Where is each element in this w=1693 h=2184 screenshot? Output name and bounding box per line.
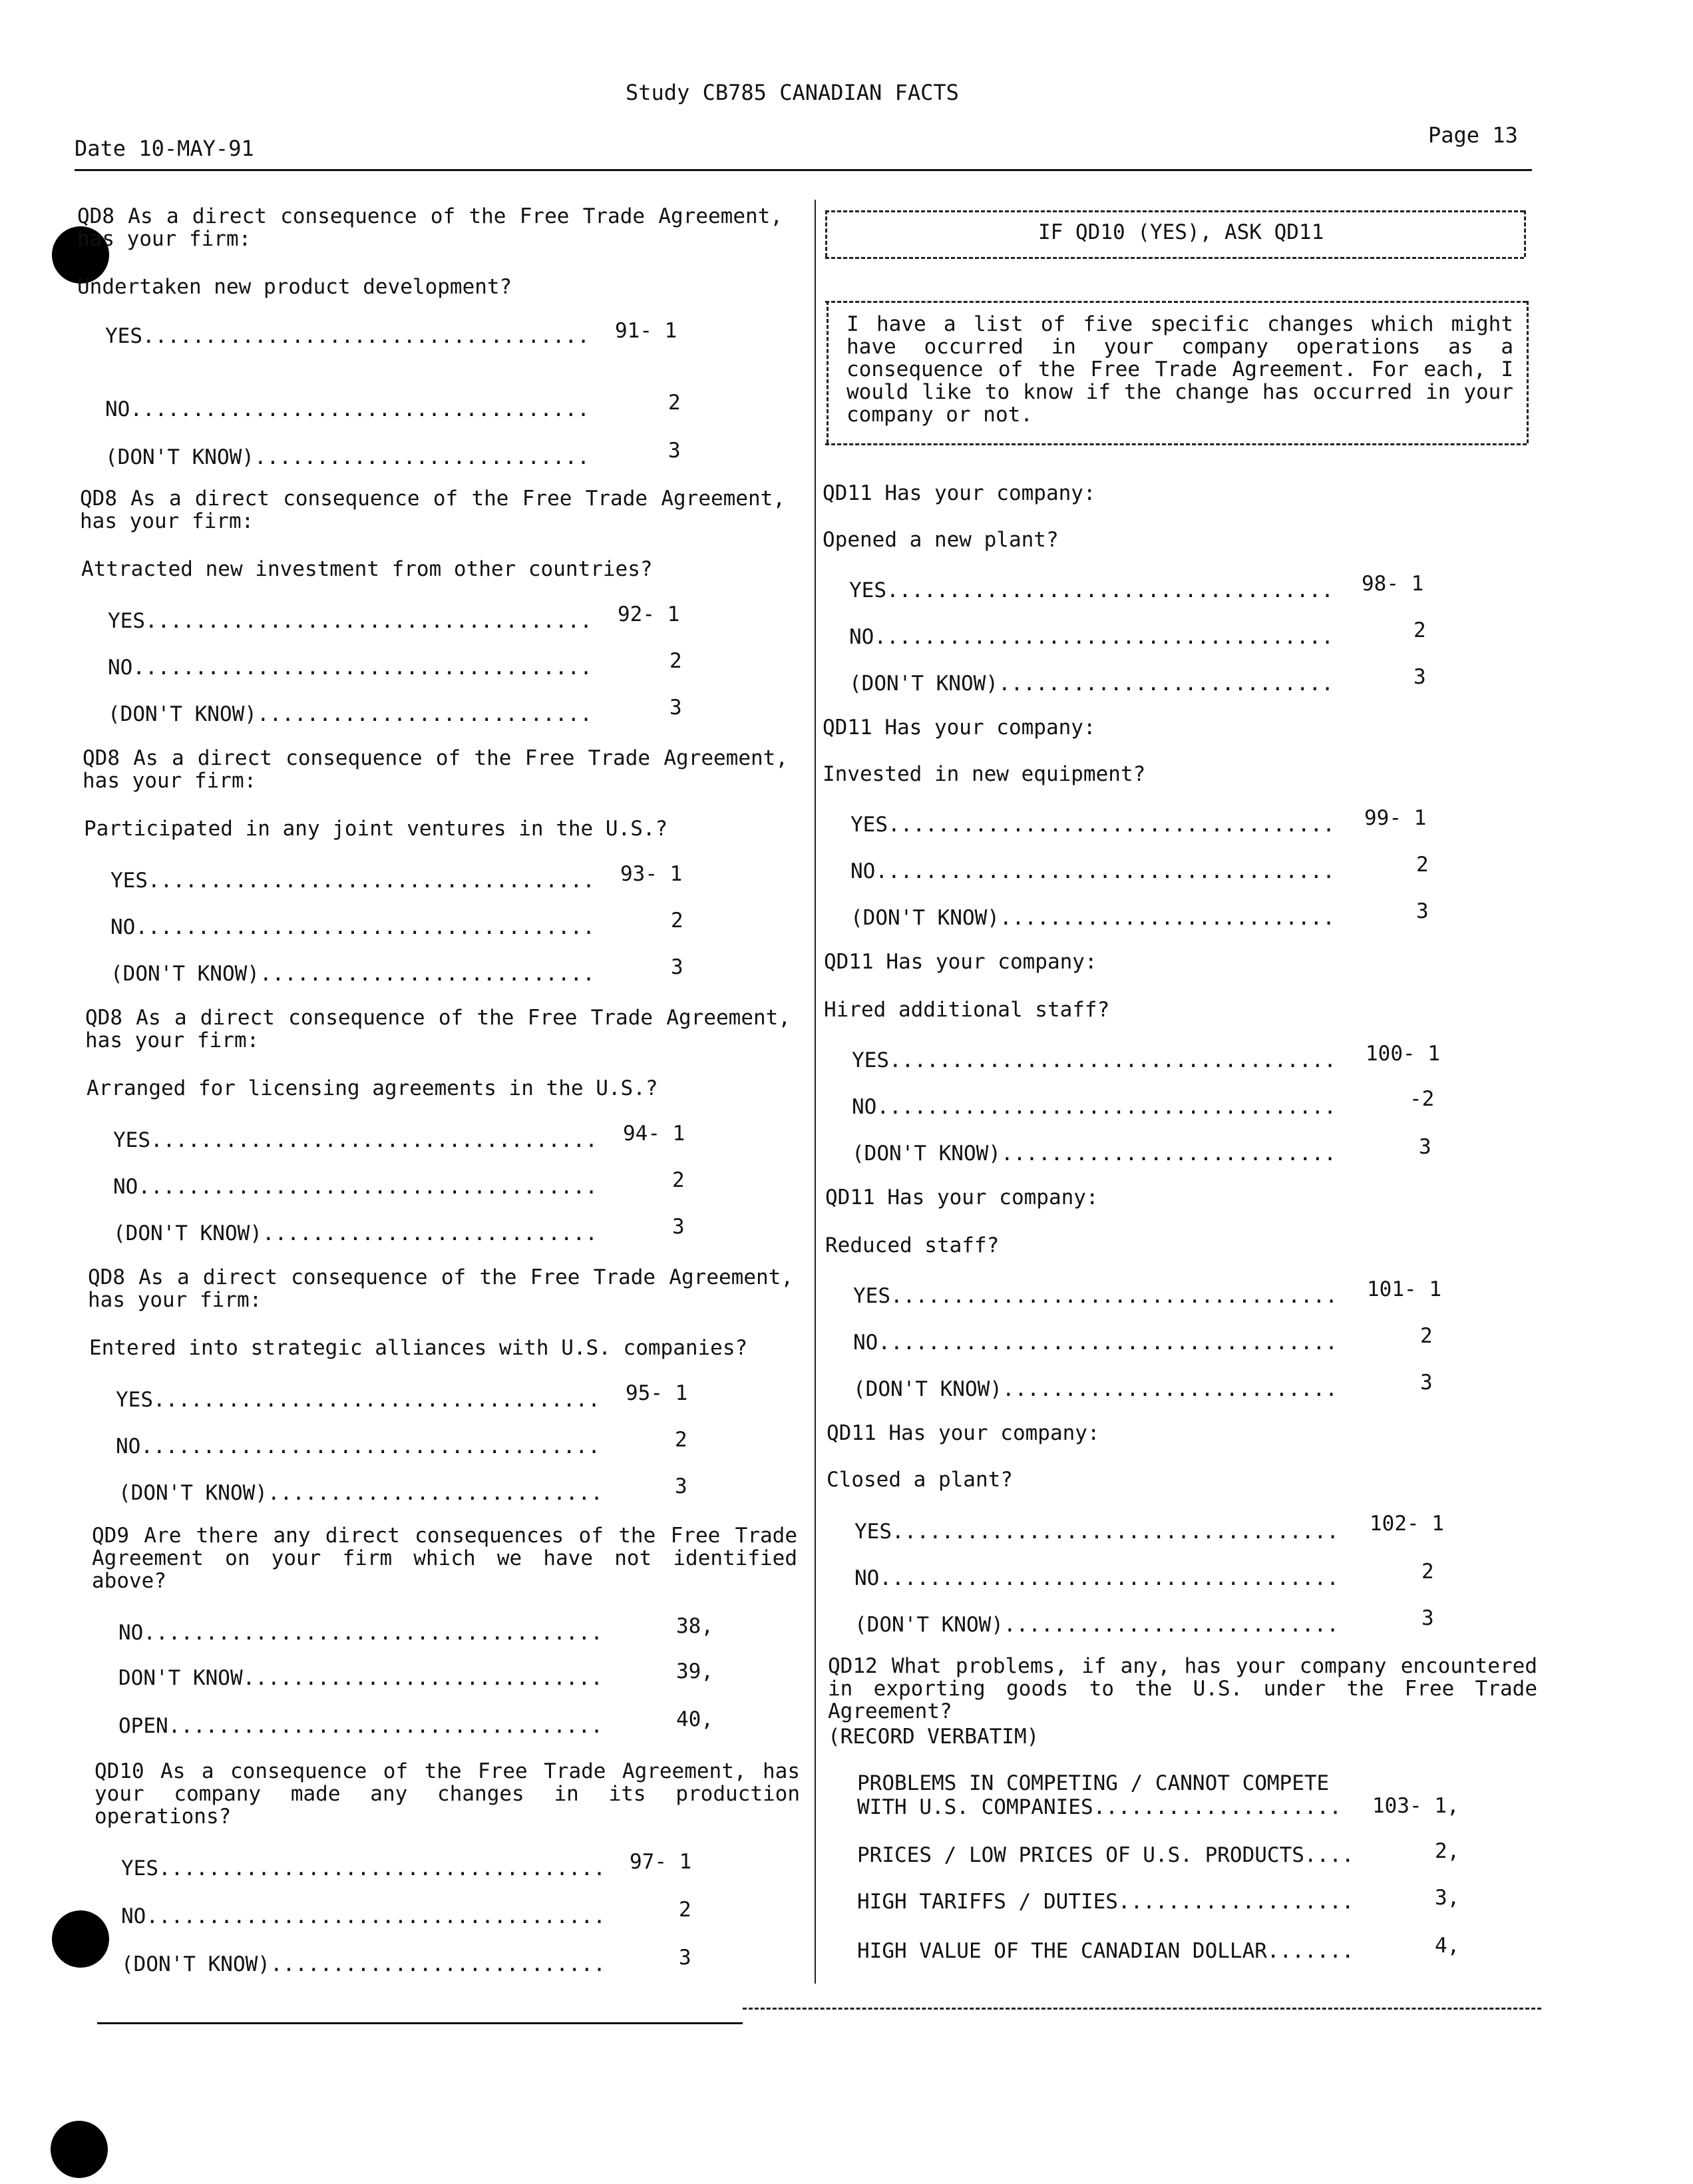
question-item: Undertaken new product development?: [77, 275, 512, 299]
option-dontknow-label: (DON'T KNOW)...........................: [108, 702, 592, 726]
option-dontknow-code: 3: [668, 439, 681, 463]
option-dontknow-code: 3: [1413, 665, 1426, 689]
option-dontknow-label: (DON'T KNOW)...........................: [121, 1952, 606, 1976]
option-open-code: 40,: [676, 1707, 713, 1731]
option-yes-label: YES....................................: [853, 1284, 1338, 1308]
option-dontknow-code: 3: [669, 696, 682, 720]
question-item: Entered into strategic alliances with U.S. companies?: [89, 1336, 748, 1360]
option-yes-code: 102- 1: [1370, 1512, 1444, 1536]
option-yes-label: YES....................................: [110, 869, 595, 893]
question-title: QD12 What problems, if any, has your company encountered in exporting goods to the U.S. under the Free Trade Agreement?: [828, 1654, 1537, 1723]
study-title: Study CB785 CANADIAN FACTS: [626, 80, 959, 105]
question-title: QD9 Are there any direct consequences of the Free Trade Agreement on your firm which we have not identified above?: [92, 1524, 797, 1593]
option-dontknow-code: 3: [671, 955, 683, 979]
option-code: 3,: [1435, 1886, 1460, 1910]
option-yes-label: YES....................................: [849, 578, 1334, 602]
option-dontknow-code: 3: [1420, 1371, 1433, 1395]
option-label: HIGH VALUE OF THE CANADIAN DOLLAR.......: [857, 1939, 1354, 1963]
option-dontknow-label: (DON'T KNOW)...........................: [850, 906, 1335, 930]
column-divider: [815, 200, 816, 1984]
document-date: Date 10-MAY-91: [75, 136, 254, 161]
option-dontknow-code: 3: [679, 1946, 691, 1970]
option-no-label: NO.....................................: [849, 625, 1334, 649]
option-no-code: 2: [1420, 1324, 1433, 1348]
question-item: Invested in new equipment?: [823, 762, 1146, 786]
option-yes-code: 100- 1: [1366, 1042, 1440, 1066]
footer-rule-dashed: [743, 2008, 1541, 2010]
question-title: QD11 Has your company:: [823, 481, 1096, 505]
instruction-text: (RECORD VERBATIM): [828, 1725, 1039, 1749]
option-yes-code: 99- 1: [1364, 806, 1427, 830]
option-code: 2,: [1435, 1839, 1460, 1863]
question-title: QD11 Has your company:: [824, 950, 1097, 974]
option-dontknow-label: (DON'T KNOW)...........................: [852, 1142, 1336, 1166]
skip-instruction-text: IF QD10 (YES), ASK QD11: [1038, 220, 1324, 244]
option-no-code: 2: [1421, 1560, 1434, 1584]
question-title: QD8 As a direct consequence of the Free Trade Agreement, has your firm:: [80, 487, 785, 533]
option-yes-code: 92- 1: [618, 602, 680, 626]
option-dontknow-code: 39,: [676, 1659, 713, 1683]
option-no-label: NO.....................................: [118, 1621, 603, 1645]
option-yes-code: 97- 1: [630, 1850, 692, 1874]
option-yes-code: 91- 1: [615, 319, 677, 343]
option-no-label: NO.....................................: [853, 1331, 1338, 1355]
option-no-label: NO.....................................: [121, 1904, 606, 1928]
option-dontknow-label: (DON'T KNOW)...........................: [853, 1377, 1338, 1401]
option-no-label: NO.....................................: [116, 1434, 600, 1458]
option-dontknow-code: 3: [1416, 899, 1429, 923]
question-item: Arranged for licensing agreements in the U.S.?: [87, 1076, 658, 1100]
option-no-code: 2: [679, 1898, 691, 1922]
option-dontknow-label: DON'T KNOW.............................: [118, 1666, 603, 1690]
option-label: WITH U.S. COMPANIES....................: [857, 1795, 1342, 1819]
option-yes-label: YES....................................: [121, 1856, 606, 1880]
option-label: HIGH TARIFFS / DUTIES...................: [857, 1890, 1354, 1914]
question-item: Closed a plant?: [827, 1468, 1013, 1492]
header-rule: [75, 169, 1532, 171]
option-dontknow-label: (DON'T KNOW)...........................: [113, 1221, 598, 1245]
question-title: QD8 As a direct consequence of the Free Trade Agreement, has your firm:: [88, 1265, 793, 1312]
option-no-label: NO.....................................: [854, 1566, 1339, 1590]
option-dontknow-label: (DON'T KNOW)...........................: [110, 962, 595, 986]
question-title: QD10 As a consequence of the Free Trade Agreement, has your company made any changes in its production operations?: [94, 1759, 800, 1829]
option-yes-code: 95- 1: [626, 1381, 688, 1405]
footer-rule: [97, 2022, 743, 2024]
option-no-label: NO.....................................: [850, 859, 1335, 883]
option-no-label: NO.....................................: [113, 1175, 598, 1199]
option-label: PRICES / LOW PRICES OF U.S. PRODUCTS....: [857, 1843, 1354, 1867]
option-dontknow-label: (DON'T KNOW)...........................: [854, 1613, 1339, 1637]
option-dontknow-code: 3: [1419, 1135, 1431, 1159]
option-no-code: 2: [668, 391, 681, 415]
question-title: QD11 Has your company:: [825, 1186, 1099, 1209]
punch-hole-middle: [52, 1910, 109, 1968]
option-code: 4,: [1435, 1934, 1460, 1958]
option-code: 103- 1,: [1372, 1794, 1459, 1818]
option-dontknow-label: (DON'T KNOW)...........................: [849, 672, 1334, 696]
question-title: QD8 As a direct consequence of the Free Trade Agreement, has your firm:: [83, 746, 788, 793]
option-dontknow-code: 3: [675, 1474, 687, 1498]
option-yes-label: YES....................................: [108, 609, 592, 633]
option-no-code: 2: [669, 649, 682, 673]
question-item: Reduced staff?: [825, 1233, 1000, 1257]
option-yes-label: YES....................................: [113, 1128, 598, 1152]
question-item: Opened a new plant?: [823, 528, 1059, 552]
option-no-code: 2: [675, 1428, 687, 1452]
option-open-label: OPEN...................................: [118, 1714, 603, 1738]
option-no-code: 38,: [676, 1614, 713, 1638]
option-yes-label: YES....................................: [850, 813, 1335, 837]
option-yes-code: 93- 1: [620, 862, 683, 886]
interviewer-intro-text: I have a list of five specific changes which might have occurred in your company operations as a consequence of the Free Trade Agreement. For each, I would like to know if the change has occurred in your company or not.: [846, 312, 1513, 427]
option-no-code: 2: [671, 909, 683, 933]
option-dontknow-code: 3: [1421, 1606, 1434, 1630]
option-dontknow-code: 3: [672, 1215, 685, 1239]
option-no-code: 2: [672, 1168, 685, 1192]
option-yes-label: YES....................................: [854, 1520, 1339, 1544]
option-yes-code: 94- 1: [623, 1122, 685, 1146]
option-dontknow-label: (DON'T KNOW)...........................: [105, 445, 590, 469]
option-yes-label: YES....................................: [105, 324, 590, 348]
option-no-label: NO.....................................: [110, 915, 595, 939]
question-item: Attracted new investment from other countries?: [81, 557, 653, 581]
option-no-code: -2: [1410, 1087, 1435, 1111]
punch-hole-bottom: [51, 2121, 108, 2178]
question-title: QD8 As a direct consequence of the Free Trade Agreement, has your firm:: [77, 204, 783, 251]
option-no-code: 2: [1416, 853, 1429, 877]
question-title: QD11 Has your company:: [823, 716, 1096, 740]
question-item: Participated in any joint ventures in the U.S.?: [84, 817, 668, 841]
page-number: Page 13: [1428, 122, 1518, 148]
option-yes-code: 98- 1: [1362, 572, 1424, 596]
question-item: Hired additional staff?: [824, 998, 1110, 1022]
option-yes-label: YES....................................: [116, 1388, 600, 1412]
option-line1: PROBLEMS IN COMPETING / CANNOT COMPETE: [857, 1771, 1330, 1795]
option-no-label: NO.....................................: [852, 1095, 1336, 1119]
question-title: QD11 Has your company:: [827, 1421, 1100, 1445]
question-title: QD8 As a direct consequence of the Free Trade Agreement, has your firm:: [85, 1006, 791, 1052]
option-yes-code: 101- 1: [1367, 1277, 1441, 1301]
option-no-code: 2: [1413, 618, 1426, 642]
option-yes-label: YES....................................: [852, 1048, 1336, 1072]
option-no-label: NO.....................................: [105, 397, 590, 421]
option-dontknow-label: (DON'T KNOW)...........................: [118, 1481, 603, 1505]
option-no-label: NO.....................................: [108, 656, 592, 680]
